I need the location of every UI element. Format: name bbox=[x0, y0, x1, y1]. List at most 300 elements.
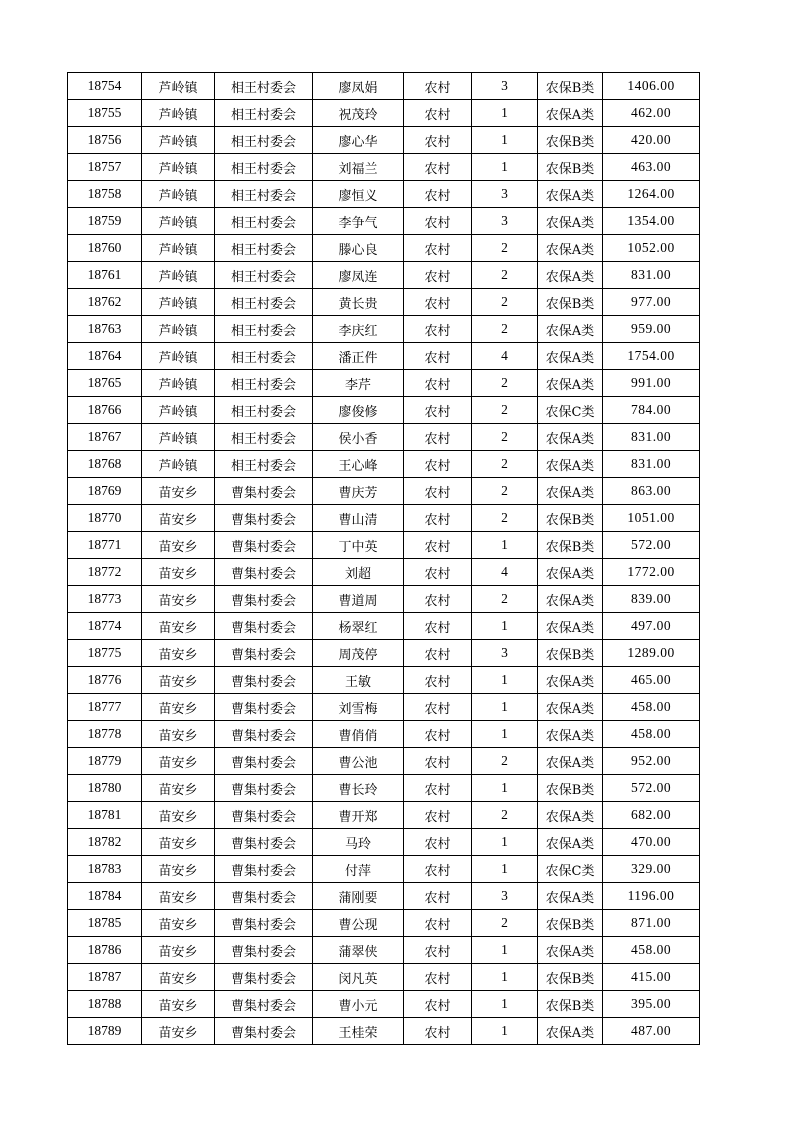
cell-town: 苗安乡 bbox=[142, 883, 215, 910]
cell-count: 1 bbox=[472, 856, 538, 883]
cell-count: 2 bbox=[472, 910, 538, 937]
cell-category: 农保A类 bbox=[538, 559, 603, 586]
cell-name: 曹山清 bbox=[313, 505, 404, 532]
cell-name: 丁中英 bbox=[313, 532, 404, 559]
cell-village: 曹集村委会 bbox=[215, 856, 313, 883]
cell-amount: 1406.00 bbox=[603, 73, 700, 100]
cell-id: 18777 bbox=[68, 694, 142, 721]
table-row bbox=[68, 451, 700, 478]
cell-area: 农村 bbox=[404, 613, 472, 640]
cell-id: 18760 bbox=[68, 235, 142, 262]
table-row bbox=[68, 775, 700, 802]
cell-town: 芦岭镇 bbox=[142, 235, 215, 262]
cell-name: 廖凤娟 bbox=[313, 73, 404, 100]
data-table bbox=[67, 72, 700, 1045]
cell-amount: 395.00 bbox=[603, 991, 700, 1018]
cell-name: 曹长玲 bbox=[313, 775, 404, 802]
table-row bbox=[68, 181, 700, 208]
cell-area: 农村 bbox=[404, 532, 472, 559]
cell-name: 廖恒义 bbox=[313, 181, 404, 208]
cell-id: 18782 bbox=[68, 829, 142, 856]
cell-area: 农村 bbox=[404, 586, 472, 613]
cell-id: 18763 bbox=[68, 316, 142, 343]
cell-category: 农保B类 bbox=[538, 964, 603, 991]
cell-count: 4 bbox=[472, 343, 538, 370]
cell-area: 农村 bbox=[404, 748, 472, 775]
cell-category: 农保B类 bbox=[538, 505, 603, 532]
cell-amount: 458.00 bbox=[603, 937, 700, 964]
cell-area: 农村 bbox=[404, 640, 472, 667]
cell-category: 农保A类 bbox=[538, 586, 603, 613]
table-row bbox=[68, 73, 700, 100]
cell-area: 农村 bbox=[404, 559, 472, 586]
cell-area: 农村 bbox=[404, 208, 472, 235]
cell-category: 农保A类 bbox=[538, 748, 603, 775]
cell-id: 18759 bbox=[68, 208, 142, 235]
cell-category: 农保B类 bbox=[538, 991, 603, 1018]
cell-amount: 465.00 bbox=[603, 667, 700, 694]
cell-village: 相王村委会 bbox=[215, 73, 313, 100]
table-row bbox=[68, 613, 700, 640]
cell-id: 18787 bbox=[68, 964, 142, 991]
cell-amount: 1052.00 bbox=[603, 235, 700, 262]
cell-count: 1 bbox=[472, 721, 538, 748]
table-row bbox=[68, 478, 700, 505]
table-row bbox=[68, 991, 700, 1018]
table-row bbox=[68, 829, 700, 856]
table-row bbox=[68, 289, 700, 316]
cell-village: 相王村委会 bbox=[215, 397, 313, 424]
cell-name: 蒲翠侠 bbox=[313, 937, 404, 964]
cell-area: 农村 bbox=[404, 370, 472, 397]
cell-category: 农保A类 bbox=[538, 208, 603, 235]
table-row bbox=[68, 910, 700, 937]
cell-village: 曹集村委会 bbox=[215, 532, 313, 559]
cell-name: 刘超 bbox=[313, 559, 404, 586]
cell-id: 18781 bbox=[68, 802, 142, 829]
cell-town: 芦岭镇 bbox=[142, 154, 215, 181]
cell-area: 农村 bbox=[404, 775, 472, 802]
cell-amount: 863.00 bbox=[603, 478, 700, 505]
cell-amount: 1772.00 bbox=[603, 559, 700, 586]
cell-category: 农保A类 bbox=[538, 424, 603, 451]
table-row bbox=[68, 100, 700, 127]
cell-town: 芦岭镇 bbox=[142, 451, 215, 478]
cell-town: 芦岭镇 bbox=[142, 127, 215, 154]
cell-id: 18761 bbox=[68, 262, 142, 289]
cell-id: 18775 bbox=[68, 640, 142, 667]
cell-count: 1 bbox=[472, 667, 538, 694]
cell-name: 曹公现 bbox=[313, 910, 404, 937]
cell-id: 18764 bbox=[68, 343, 142, 370]
table-row bbox=[68, 397, 700, 424]
cell-amount: 952.00 bbox=[603, 748, 700, 775]
cell-count: 2 bbox=[472, 586, 538, 613]
table-row bbox=[68, 208, 700, 235]
cell-area: 农村 bbox=[404, 964, 472, 991]
cell-town: 苗安乡 bbox=[142, 1018, 215, 1045]
cell-count: 2 bbox=[472, 262, 538, 289]
cell-area: 农村 bbox=[404, 856, 472, 883]
cell-village: 相王村委会 bbox=[215, 181, 313, 208]
cell-area: 农村 bbox=[404, 316, 472, 343]
cell-area: 农村 bbox=[404, 802, 472, 829]
cell-village: 曹集村委会 bbox=[215, 478, 313, 505]
cell-amount: 831.00 bbox=[603, 262, 700, 289]
cell-town: 苗安乡 bbox=[142, 964, 215, 991]
cell-amount: 572.00 bbox=[603, 775, 700, 802]
cell-count: 3 bbox=[472, 73, 538, 100]
cell-name: 李庆红 bbox=[313, 316, 404, 343]
cell-name: 王桂荣 bbox=[313, 1018, 404, 1045]
cell-count: 1 bbox=[472, 991, 538, 1018]
cell-village: 相王村委会 bbox=[215, 235, 313, 262]
cell-area: 农村 bbox=[404, 667, 472, 694]
cell-amount: 1289.00 bbox=[603, 640, 700, 667]
cell-count: 1 bbox=[472, 937, 538, 964]
cell-amount: 831.00 bbox=[603, 424, 700, 451]
cell-id: 18758 bbox=[68, 181, 142, 208]
cell-area: 农村 bbox=[404, 937, 472, 964]
cell-area: 农村 bbox=[404, 1018, 472, 1045]
cell-id: 18768 bbox=[68, 451, 142, 478]
cell-amount: 784.00 bbox=[603, 397, 700, 424]
cell-count: 2 bbox=[472, 316, 538, 343]
table-row bbox=[68, 532, 700, 559]
cell-village: 曹集村委会 bbox=[215, 667, 313, 694]
cell-town: 芦岭镇 bbox=[142, 397, 215, 424]
table-row bbox=[68, 154, 700, 181]
cell-category: 农保A类 bbox=[538, 721, 603, 748]
cell-area: 农村 bbox=[404, 505, 472, 532]
cell-area: 农村 bbox=[404, 451, 472, 478]
cell-area: 农村 bbox=[404, 991, 472, 1018]
cell-town: 苗安乡 bbox=[142, 478, 215, 505]
cell-town: 苗安乡 bbox=[142, 775, 215, 802]
cell-town: 芦岭镇 bbox=[142, 181, 215, 208]
cell-count: 1 bbox=[472, 154, 538, 181]
cell-id: 18771 bbox=[68, 532, 142, 559]
cell-id: 18765 bbox=[68, 370, 142, 397]
cell-category: 农保A类 bbox=[538, 478, 603, 505]
cell-category: 农保C类 bbox=[538, 856, 603, 883]
cell-area: 农村 bbox=[404, 883, 472, 910]
cell-village: 曹集村委会 bbox=[215, 613, 313, 640]
cell-amount: 1196.00 bbox=[603, 883, 700, 910]
cell-name: 曹俏俏 bbox=[313, 721, 404, 748]
cell-amount: 458.00 bbox=[603, 694, 700, 721]
cell-category: 农保A类 bbox=[538, 343, 603, 370]
cell-area: 农村 bbox=[404, 235, 472, 262]
cell-amount: 572.00 bbox=[603, 532, 700, 559]
cell-village: 曹集村委会 bbox=[215, 964, 313, 991]
cell-name: 李芹 bbox=[313, 370, 404, 397]
cell-name: 马玲 bbox=[313, 829, 404, 856]
cell-count: 3 bbox=[472, 208, 538, 235]
cell-category: 农保A类 bbox=[538, 802, 603, 829]
cell-category: 农保A类 bbox=[538, 1018, 603, 1045]
table-row bbox=[68, 424, 700, 451]
cell-village: 相王村委会 bbox=[215, 343, 313, 370]
cell-amount: 831.00 bbox=[603, 451, 700, 478]
cell-name: 王心峰 bbox=[313, 451, 404, 478]
cell-town: 苗安乡 bbox=[142, 937, 215, 964]
cell-village: 曹集村委会 bbox=[215, 559, 313, 586]
cell-town: 苗安乡 bbox=[142, 694, 215, 721]
cell-town: 苗安乡 bbox=[142, 559, 215, 586]
cell-village: 曹集村委会 bbox=[215, 748, 313, 775]
cell-count: 1 bbox=[472, 532, 538, 559]
cell-town: 苗安乡 bbox=[142, 505, 215, 532]
cell-name: 付萍 bbox=[313, 856, 404, 883]
cell-village: 曹集村委会 bbox=[215, 937, 313, 964]
cell-id: 18772 bbox=[68, 559, 142, 586]
cell-category: 农保B类 bbox=[538, 532, 603, 559]
cell-area: 农村 bbox=[404, 478, 472, 505]
cell-id: 18754 bbox=[68, 73, 142, 100]
cell-count: 2 bbox=[472, 748, 538, 775]
cell-category: 农保A类 bbox=[538, 937, 603, 964]
cell-amount: 420.00 bbox=[603, 127, 700, 154]
cell-name: 李争气 bbox=[313, 208, 404, 235]
cell-id: 18770 bbox=[68, 505, 142, 532]
cell-area: 农村 bbox=[404, 397, 472, 424]
cell-town: 芦岭镇 bbox=[142, 424, 215, 451]
table-row bbox=[68, 505, 700, 532]
cell-id: 18756 bbox=[68, 127, 142, 154]
cell-amount: 682.00 bbox=[603, 802, 700, 829]
cell-area: 农村 bbox=[404, 910, 472, 937]
cell-area: 农村 bbox=[404, 694, 472, 721]
cell-name: 廖俊修 bbox=[313, 397, 404, 424]
cell-count: 2 bbox=[472, 397, 538, 424]
cell-count: 2 bbox=[472, 451, 538, 478]
cell-id: 18789 bbox=[68, 1018, 142, 1045]
cell-area: 农村 bbox=[404, 829, 472, 856]
cell-town: 芦岭镇 bbox=[142, 73, 215, 100]
cell-amount: 991.00 bbox=[603, 370, 700, 397]
cell-town: 苗安乡 bbox=[142, 910, 215, 937]
cell-amount: 458.00 bbox=[603, 721, 700, 748]
cell-name: 廖凤连 bbox=[313, 262, 404, 289]
cell-name: 曹庆芳 bbox=[313, 478, 404, 505]
table-row bbox=[68, 559, 700, 586]
cell-town: 芦岭镇 bbox=[142, 370, 215, 397]
cell-village: 相王村委会 bbox=[215, 262, 313, 289]
cell-name: 滕心良 bbox=[313, 235, 404, 262]
cell-category: 农保B类 bbox=[538, 640, 603, 667]
cell-category: 农保A类 bbox=[538, 100, 603, 127]
cell-town: 苗安乡 bbox=[142, 532, 215, 559]
cell-area: 农村 bbox=[404, 127, 472, 154]
cell-count: 1 bbox=[472, 613, 538, 640]
cell-name: 闵凡英 bbox=[313, 964, 404, 991]
table-row bbox=[68, 640, 700, 667]
table-row bbox=[68, 721, 700, 748]
cell-town: 苗安乡 bbox=[142, 748, 215, 775]
table-body bbox=[68, 73, 700, 1045]
cell-amount: 463.00 bbox=[603, 154, 700, 181]
cell-town: 苗安乡 bbox=[142, 856, 215, 883]
cell-name: 刘雪梅 bbox=[313, 694, 404, 721]
cell-town: 苗安乡 bbox=[142, 640, 215, 667]
cell-count: 2 bbox=[472, 289, 538, 316]
cell-area: 农村 bbox=[404, 289, 472, 316]
cell-area: 农村 bbox=[404, 262, 472, 289]
cell-count: 1 bbox=[472, 829, 538, 856]
cell-village: 相王村委会 bbox=[215, 154, 313, 181]
table-row bbox=[68, 694, 700, 721]
cell-name: 曹道周 bbox=[313, 586, 404, 613]
cell-village: 相王村委会 bbox=[215, 370, 313, 397]
cell-count: 2 bbox=[472, 235, 538, 262]
cell-village: 相王村委会 bbox=[215, 424, 313, 451]
cell-count: 2 bbox=[472, 802, 538, 829]
cell-id: 18755 bbox=[68, 100, 142, 127]
cell-count: 1 bbox=[472, 1018, 538, 1045]
cell-village: 曹集村委会 bbox=[215, 910, 313, 937]
cell-category: 农保A类 bbox=[538, 667, 603, 694]
cell-count: 1 bbox=[472, 775, 538, 802]
cell-category: 农保A类 bbox=[538, 829, 603, 856]
table-row bbox=[68, 1018, 700, 1045]
cell-category: 农保A类 bbox=[538, 316, 603, 343]
cell-name: 杨翠红 bbox=[313, 613, 404, 640]
table-row bbox=[68, 883, 700, 910]
cell-amount: 470.00 bbox=[603, 829, 700, 856]
cell-area: 农村 bbox=[404, 181, 472, 208]
table-row bbox=[68, 748, 700, 775]
cell-village: 曹集村委会 bbox=[215, 1018, 313, 1045]
cell-amount: 462.00 bbox=[603, 100, 700, 127]
cell-amount: 1354.00 bbox=[603, 208, 700, 235]
cell-id: 18779 bbox=[68, 748, 142, 775]
cell-name: 曹开郑 bbox=[313, 802, 404, 829]
cell-id: 18780 bbox=[68, 775, 142, 802]
cell-count: 3 bbox=[472, 181, 538, 208]
cell-id: 18769 bbox=[68, 478, 142, 505]
cell-count: 2 bbox=[472, 424, 538, 451]
table-row bbox=[68, 856, 700, 883]
cell-town: 芦岭镇 bbox=[142, 208, 215, 235]
cell-count: 2 bbox=[472, 505, 538, 532]
cell-town: 苗安乡 bbox=[142, 667, 215, 694]
cell-town: 芦岭镇 bbox=[142, 316, 215, 343]
cell-amount: 497.00 bbox=[603, 613, 700, 640]
cell-village: 相王村委会 bbox=[215, 316, 313, 343]
cell-id: 18762 bbox=[68, 289, 142, 316]
cell-count: 1 bbox=[472, 127, 538, 154]
cell-category: 农保B类 bbox=[538, 127, 603, 154]
table-row bbox=[68, 262, 700, 289]
cell-area: 农村 bbox=[404, 100, 472, 127]
cell-town: 芦岭镇 bbox=[142, 100, 215, 127]
cell-category: 农保A类 bbox=[538, 883, 603, 910]
cell-town: 芦岭镇 bbox=[142, 289, 215, 316]
cell-name: 祝茂玲 bbox=[313, 100, 404, 127]
cell-name: 蒲刚要 bbox=[313, 883, 404, 910]
cell-area: 农村 bbox=[404, 424, 472, 451]
cell-amount: 839.00 bbox=[603, 586, 700, 613]
table-row bbox=[68, 316, 700, 343]
cell-category: 农保B类 bbox=[538, 73, 603, 100]
cell-area: 农村 bbox=[404, 721, 472, 748]
cell-category: 农保A类 bbox=[538, 613, 603, 640]
cell-name: 王敏 bbox=[313, 667, 404, 694]
table-row bbox=[68, 937, 700, 964]
cell-id: 18766 bbox=[68, 397, 142, 424]
cell-town: 芦岭镇 bbox=[142, 343, 215, 370]
cell-town: 苗安乡 bbox=[142, 586, 215, 613]
cell-category: 农保A类 bbox=[538, 262, 603, 289]
cell-name: 潘正件 bbox=[313, 343, 404, 370]
cell-town: 苗安乡 bbox=[142, 829, 215, 856]
table-row bbox=[68, 235, 700, 262]
cell-village: 曹集村委会 bbox=[215, 991, 313, 1018]
cell-id: 18786 bbox=[68, 937, 142, 964]
cell-village: 相王村委会 bbox=[215, 100, 313, 127]
table-row bbox=[68, 370, 700, 397]
table-row bbox=[68, 343, 700, 370]
cell-village: 曹集村委会 bbox=[215, 802, 313, 829]
cell-village: 曹集村委会 bbox=[215, 586, 313, 613]
cell-village: 曹集村委会 bbox=[215, 829, 313, 856]
cell-id: 18773 bbox=[68, 586, 142, 613]
cell-category: 农保B类 bbox=[538, 775, 603, 802]
cell-name: 刘福兰 bbox=[313, 154, 404, 181]
cell-village: 曹集村委会 bbox=[215, 883, 313, 910]
cell-town: 苗安乡 bbox=[142, 721, 215, 748]
cell-count: 1 bbox=[472, 694, 538, 721]
cell-category: 农保A类 bbox=[538, 694, 603, 721]
cell-area: 农村 bbox=[404, 343, 472, 370]
cell-amount: 1754.00 bbox=[603, 343, 700, 370]
cell-amount: 871.00 bbox=[603, 910, 700, 937]
cell-category: 农保B类 bbox=[538, 154, 603, 181]
table-row bbox=[68, 667, 700, 694]
cell-id: 18757 bbox=[68, 154, 142, 181]
cell-village: 曹集村委会 bbox=[215, 640, 313, 667]
cell-count: 2 bbox=[472, 478, 538, 505]
cell-name: 黄长贵 bbox=[313, 289, 404, 316]
cell-count: 2 bbox=[472, 370, 538, 397]
cell-amount: 415.00 bbox=[603, 964, 700, 991]
cell-id: 18785 bbox=[68, 910, 142, 937]
cell-id: 18776 bbox=[68, 667, 142, 694]
cell-amount: 329.00 bbox=[603, 856, 700, 883]
cell-village: 曹集村委会 bbox=[215, 775, 313, 802]
cell-village: 相王村委会 bbox=[215, 289, 313, 316]
cell-town: 苗安乡 bbox=[142, 991, 215, 1018]
table-row bbox=[68, 802, 700, 829]
cell-count: 1 bbox=[472, 964, 538, 991]
cell-id: 18784 bbox=[68, 883, 142, 910]
cell-category: 农保C类 bbox=[538, 397, 603, 424]
cell-category: 农保A类 bbox=[538, 181, 603, 208]
cell-town: 芦岭镇 bbox=[142, 262, 215, 289]
cell-village: 曹集村委会 bbox=[215, 694, 313, 721]
cell-name: 曹公池 bbox=[313, 748, 404, 775]
cell-village: 曹集村委会 bbox=[215, 505, 313, 532]
cell-amount: 959.00 bbox=[603, 316, 700, 343]
cell-category: 农保A类 bbox=[538, 451, 603, 478]
cell-amount: 1264.00 bbox=[603, 181, 700, 208]
cell-town: 苗安乡 bbox=[142, 802, 215, 829]
cell-id: 18774 bbox=[68, 613, 142, 640]
cell-village: 相王村委会 bbox=[215, 208, 313, 235]
cell-count: 1 bbox=[472, 100, 538, 127]
cell-id: 18767 bbox=[68, 424, 142, 451]
